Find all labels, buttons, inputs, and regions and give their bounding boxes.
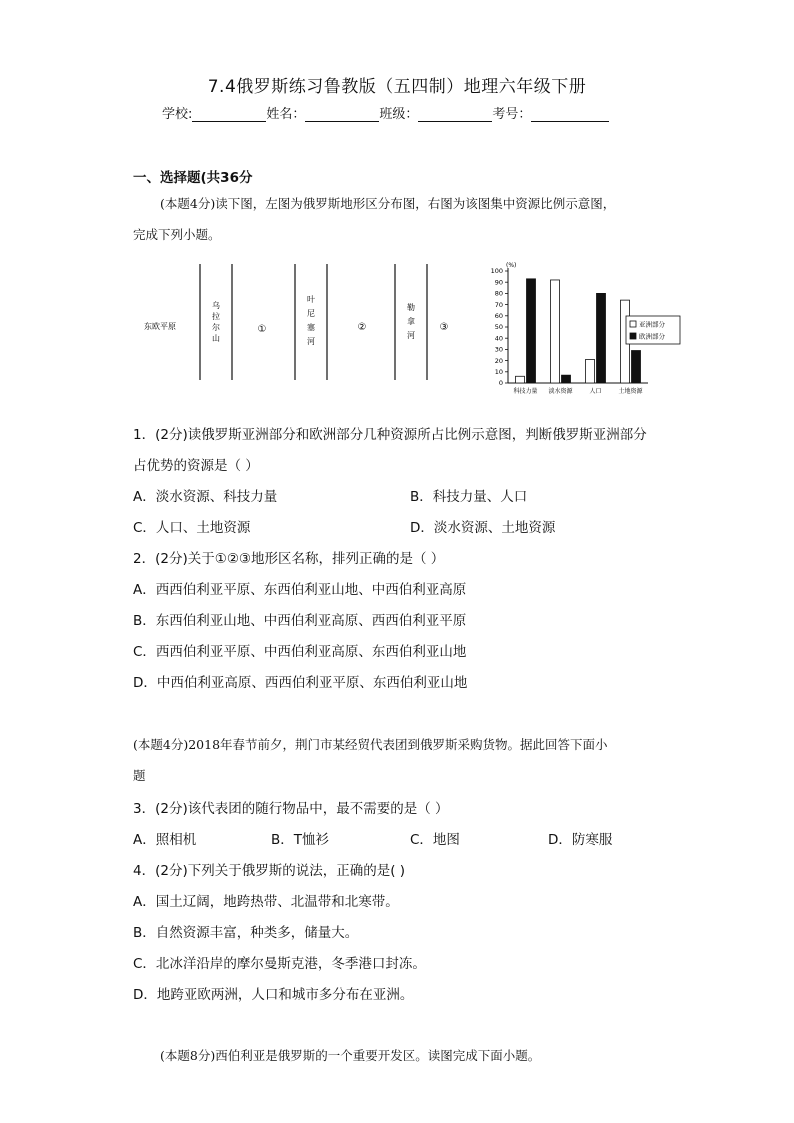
q4-option-b[interactable]: B．自然资源丰富，种类多，储量大。	[133, 925, 359, 941]
section-heading: 一、选择题(共36分	[133, 170, 253, 186]
school-label: 学校:	[162, 107, 193, 122]
resource-ratio-chart	[478, 256, 688, 402]
group3-intro: (本题8分)西伯利亚是俄罗斯的一个重要开发区。读图完成下面小题。	[160, 1048, 541, 1063]
q2-stem: 2．(2分)关于①②③地形区名称，排列正确的是（ ）	[133, 551, 445, 567]
y-tick-label: 50	[494, 323, 503, 332]
y-tick-label: 0	[498, 379, 503, 388]
q2-option-a[interactable]: A．西西伯利亚平原、东西伯利亚山地、中西伯利亚高原	[133, 582, 467, 598]
exam-number-label: 考号：	[492, 107, 532, 122]
label-yenisei-river	[307, 294, 315, 346]
y-tick-label: 20	[494, 356, 503, 365]
x-tick-label: 科技力量	[513, 388, 538, 395]
q1-stem-line1: 1．(2分)读俄罗斯亚洲部分和欧洲部分几种资源所占比例示意图，判断俄罗斯亚洲部分	[133, 427, 647, 443]
label-ural-mountains	[212, 300, 220, 343]
q2-option-c[interactable]: C．西西伯利亚平原、中西伯利亚高原、东西伯利亚山地	[133, 644, 467, 660]
vertical-char: 拿	[407, 317, 415, 326]
y-tick-label: 10	[494, 368, 503, 376]
group2-intro-line2: 题	[133, 768, 146, 783]
bar-asia	[516, 376, 525, 383]
student-info-line	[162, 103, 609, 122]
group2-intro-line1: (本题4分)2018年春节前夕，荆门市某经贸代表团到俄罗斯采购货物。据此回答下面小	[133, 737, 608, 752]
name-blank[interactable]	[305, 109, 379, 122]
q1-option-d[interactable]: D．淡水资源、土地资源	[410, 520, 556, 536]
vertical-char: 尔	[212, 323, 220, 332]
y-tick-label: 60	[494, 312, 503, 320]
group1-intro-line2: 完成下列小题。	[133, 227, 221, 242]
label-region-1: ①	[257, 324, 267, 335]
legend-label: 欧洲部分	[639, 332, 665, 341]
q4-option-a[interactable]: A．国土辽阔，地跨热带、北温带和北寒带。	[133, 894, 399, 910]
q3-option-d[interactable]: D．防寒服	[548, 832, 613, 848]
vertical-char: 勒	[407, 303, 415, 312]
vertical-char: 河	[407, 331, 415, 340]
russia-terrain-map	[140, 258, 470, 388]
y-tick-label: 30	[494, 345, 503, 354]
class-label: 班级：	[379, 107, 419, 122]
bar-europe	[632, 351, 641, 383]
x-tick-label: 土地资源	[618, 388, 643, 395]
y-tick-label: 40	[494, 334, 503, 343]
chart-legend	[626, 316, 680, 344]
legend-swatch	[630, 333, 636, 339]
q2-option-b[interactable]: B．东西伯利亚山地、中西伯利亚高原、西西伯利亚平原	[133, 613, 467, 629]
q3-option-b[interactable]: B．T恤衫	[271, 832, 330, 848]
page-title: 7.4俄罗斯练习鲁教版（五四制）地理六年级下册	[207, 77, 587, 97]
class-blank[interactable]	[418, 109, 492, 122]
vertical-char: 河	[307, 337, 315, 346]
exam-number-blank[interactable]	[531, 109, 609, 122]
legend-swatch	[630, 321, 636, 327]
y-axis-label: (%)	[506, 262, 517, 269]
bar-europe	[597, 293, 606, 383]
q1-option-a[interactable]: A．淡水资源、科技力量	[133, 489, 278, 505]
school-blank[interactable]	[192, 109, 266, 122]
bar-asia	[586, 359, 595, 383]
q3-option-c[interactable]: C．地图	[410, 832, 460, 848]
vertical-char: 乌	[212, 301, 220, 310]
legend-label: 亚洲部分	[639, 320, 665, 329]
q1-stem-line2: 占优势的资源是（ ）	[133, 458, 259, 474]
bar-europe	[562, 375, 571, 383]
vertical-char: 山	[212, 334, 220, 343]
label-region-2: ②	[357, 322, 367, 333]
bar-asia	[551, 280, 560, 383]
q3-stem: 3．(2分)该代表团的随行物品中，最不需要的是（ ）	[133, 801, 449, 817]
x-tick-label: 人口	[589, 388, 602, 395]
y-tick-label: 80	[494, 289, 503, 298]
q3-option-a[interactable]: A．照相机	[133, 832, 197, 848]
y-tick-label: 70	[494, 300, 503, 309]
vertical-char: 尼	[307, 309, 315, 318]
group1-intro-line1: (本题4分)读下图，左图为俄罗斯地形区分布图，右图为该图集中资源比例示意图，	[160, 196, 616, 211]
vertical-char: 叶	[307, 295, 315, 304]
name-label: 姓名：	[266, 107, 306, 122]
q4-option-d[interactable]: D．地跨亚欧两洲，人口和城市多分布在亚洲。	[133, 987, 414, 1003]
q1-option-b[interactable]: B．科技力量、人口	[410, 489, 528, 505]
label-east-europe-plain: 东欧平原	[144, 322, 176, 331]
y-tick-label: 90	[494, 278, 503, 287]
x-tick-label: 淡水资源	[548, 388, 573, 395]
y-tick-label: 100	[490, 267, 503, 276]
chart-bars	[516, 279, 641, 383]
q4-stem: 4．(2分)下列关于俄罗斯的说法，正确的是( )	[133, 863, 406, 879]
vertical-char: 塞	[307, 323, 315, 332]
vertical-char: 拉	[212, 312, 220, 321]
q1-option-c[interactable]: C．人口、土地资源	[133, 520, 251, 536]
q2-option-d[interactable]: D．中西伯利亚高原、西西伯利亚平原、东西伯利亚山地	[133, 675, 468, 691]
q4-option-c[interactable]: C．北冰洋沿岸的摩尔曼斯克港，冬季港口封冻。	[133, 956, 426, 972]
bar-europe	[527, 279, 536, 383]
label-lena-river	[407, 302, 415, 340]
label-region-3: ③	[439, 322, 449, 333]
